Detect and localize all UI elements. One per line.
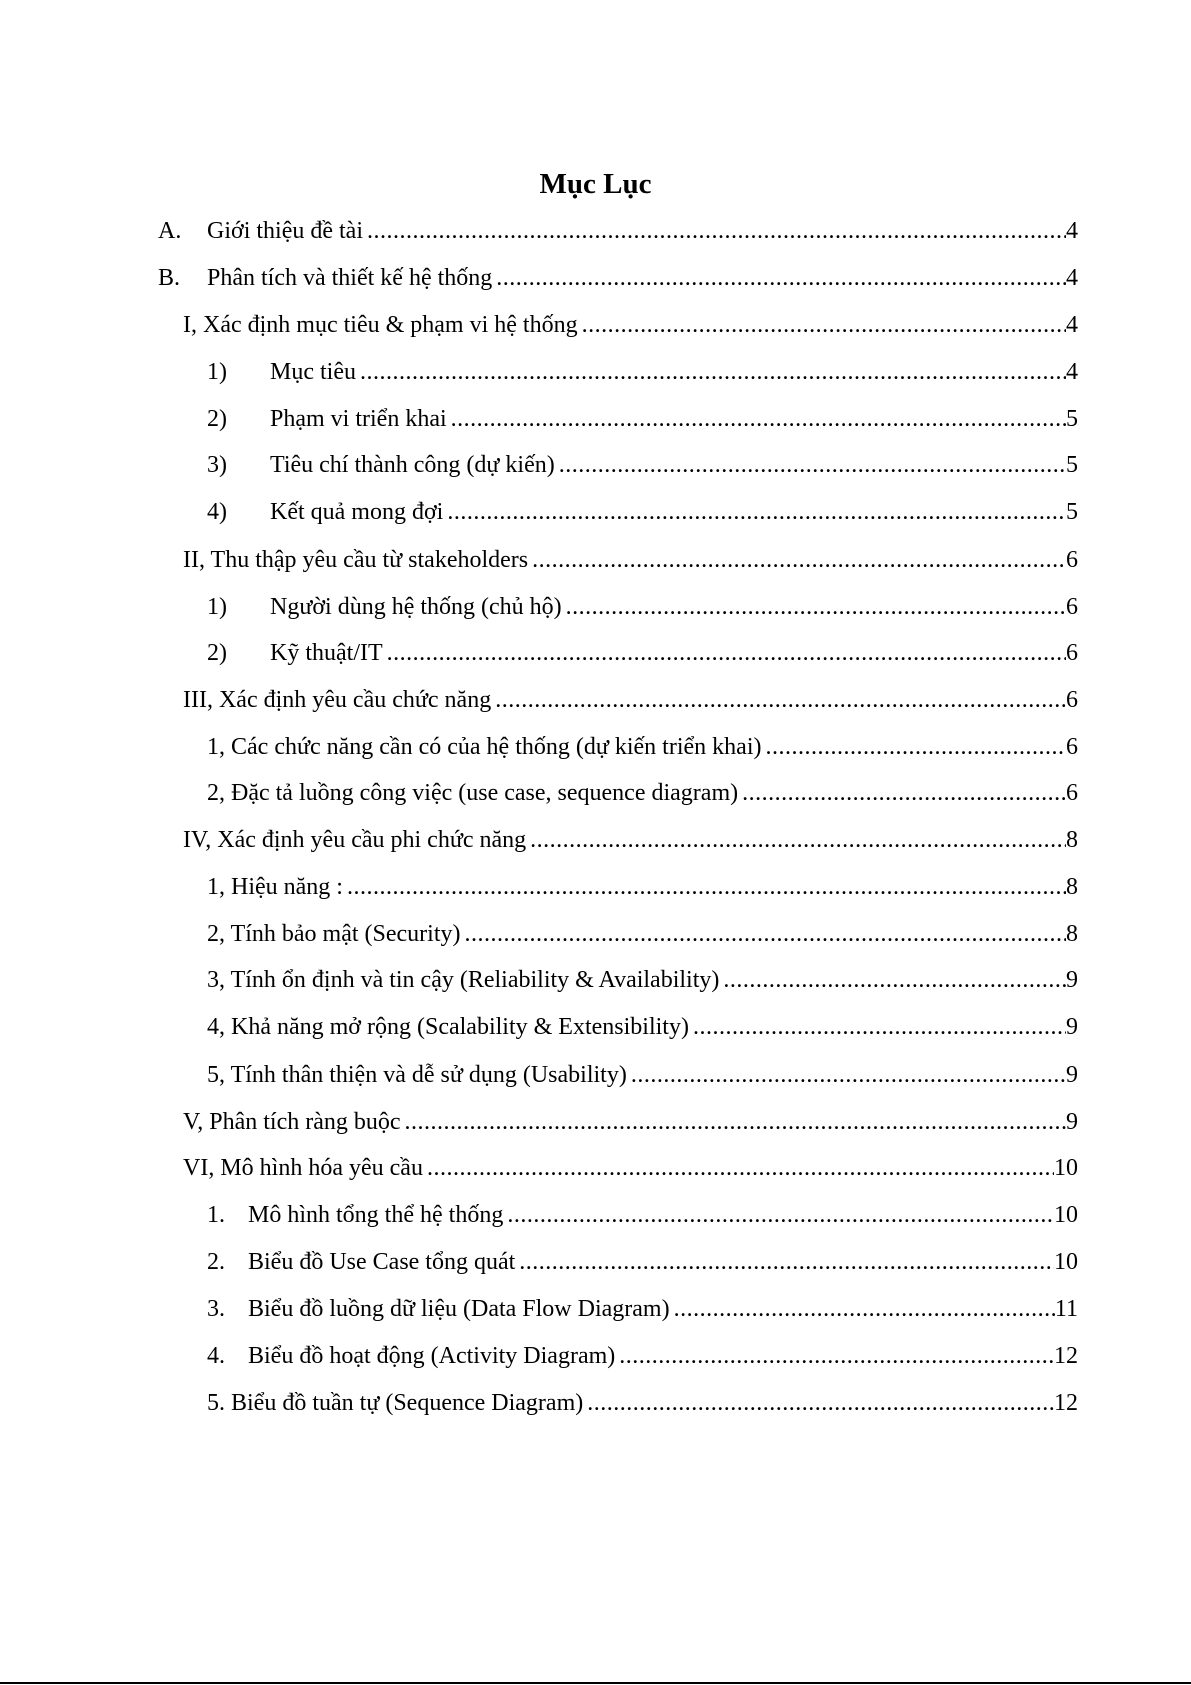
- toc-entry-label: 2, Tính bảo mật (Security): [207, 921, 461, 947]
- toc-dot-leader: [503, 1199, 1054, 1231]
- toc-entry-page-number: 10: [1054, 1155, 1078, 1181]
- toc-entry-label: Mục tiêu: [270, 359, 356, 385]
- toc-entry-page-number: 12: [1054, 1390, 1078, 1416]
- toc-entry[interactable]: [207, 496, 1078, 528]
- toc-dot-leader: [761, 731, 1066, 763]
- toc-dot-leader: [670, 1293, 1055, 1325]
- toc-entry-label: 1, Hiệu năng :: [207, 874, 343, 900]
- toc-entry-number: 2): [207, 406, 227, 432]
- toc-entry-page-number: 4: [1066, 218, 1078, 244]
- toc-entry-page-number: 8: [1066, 874, 1078, 900]
- toc-entry[interactable]: [207, 449, 1078, 481]
- toc-entry-page-number: 12: [1054, 1343, 1078, 1369]
- toc-dot-leader: [492, 262, 1066, 294]
- toc-dot-leader: [738, 777, 1066, 809]
- toc-dot-leader: [555, 449, 1066, 481]
- toc-entry-label: Tiêu chí thành công (dự kiến): [270, 452, 555, 478]
- toc-entry-label: 4, Khả năng mở rộng (Scalability & Extensibility): [207, 1014, 689, 1040]
- toc-entry[interactable]: [158, 215, 1078, 247]
- toc-entry[interactable]: [207, 1340, 1078, 1372]
- toc-entry-number: B.: [158, 265, 181, 291]
- toc-entry-page-number: 10: [1054, 1249, 1078, 1275]
- toc-entry-label: 5, Tính thân thiện và dễ sử dụng (Usability): [207, 1062, 627, 1088]
- toc-entry-page-number: 10: [1054, 1202, 1078, 1228]
- toc-dot-leader: [719, 964, 1066, 996]
- toc-entry[interactable]: [183, 309, 1078, 341]
- toc-entry-page-number: 5: [1066, 406, 1078, 432]
- toc-entry-page-number: 8: [1066, 827, 1078, 853]
- toc-entry[interactable]: [207, 1246, 1078, 1278]
- toc-entry-label: 1, Các chức năng cần có của hệ thống (dự kiến triển khai): [207, 734, 762, 760]
- toc-entry-page-number: 5: [1066, 452, 1078, 478]
- toc-entry[interactable]: [207, 777, 1078, 809]
- toc-entry-page-number: 9: [1066, 1062, 1078, 1088]
- toc-dot-leader: [528, 544, 1066, 576]
- toc-entry[interactable]: [207, 637, 1078, 669]
- toc-entry-label: IV, Xác định yêu cầu phi chức năng: [183, 827, 527, 853]
- toc-entry-label: Biểu đồ luồng dữ liệu (Data Flow Diagram): [248, 1296, 670, 1322]
- toc-entry-label: Biểu đồ hoạt động (Activity Diagram): [248, 1343, 616, 1369]
- toc-dot-leader: [443, 496, 1066, 528]
- toc-entry[interactable]: [207, 964, 1078, 996]
- toc-entry-label: VI, Mô hình hóa yêu cầu: [183, 1155, 423, 1181]
- toc-entry-label: 5. Biểu đồ tuần tự (Sequence Diagram): [207, 1390, 584, 1416]
- toc-dot-leader: [627, 1059, 1066, 1091]
- toc-entry-label: V, Phân tích ràng buộc: [183, 1109, 401, 1135]
- toc-dot-leader: [615, 1340, 1054, 1372]
- toc-dot-leader: [578, 309, 1066, 341]
- toc-entry[interactable]: [183, 1106, 1078, 1138]
- toc-dot-leader: [515, 1246, 1054, 1278]
- toc-dot-leader: [689, 1011, 1066, 1043]
- toc-entry-number: 3.: [207, 1296, 225, 1322]
- toc-entry-label: Kết quả mong đợi: [270, 499, 444, 525]
- toc-dot-leader: [491, 684, 1066, 716]
- toc-entry-number: 1.: [207, 1202, 225, 1228]
- toc-entry-number: 1): [207, 594, 227, 620]
- toc-dot-leader: [526, 824, 1066, 856]
- toc-entry[interactable]: [207, 591, 1078, 623]
- toc-dot-leader: [583, 1387, 1054, 1419]
- toc-entry[interactable]: [183, 824, 1078, 856]
- toc-entry[interactable]: [207, 1011, 1078, 1043]
- toc-entry-label: Phạm vi triển khai: [270, 406, 447, 432]
- toc-entry-page-number: 4: [1066, 265, 1078, 291]
- toc-entry-label: Biểu đồ Use Case tổng quát: [248, 1249, 516, 1275]
- toc-entry[interactable]: [207, 1199, 1078, 1231]
- toc-entry-number: A.: [158, 218, 182, 244]
- toc-entry-page-number: 11: [1054, 1296, 1078, 1322]
- toc-entry-label: III, Xác định yêu cầu chức năng: [183, 687, 492, 713]
- page-bottom-rule: [0, 1682, 1191, 1684]
- toc-entry[interactable]: [207, 731, 1078, 763]
- toc-entry-number: 4.: [207, 1343, 225, 1369]
- toc-dot-leader: [423, 1152, 1054, 1184]
- toc-entry[interactable]: [183, 544, 1078, 576]
- toc-entry-label: Người dùng hệ thống (chủ hộ): [270, 594, 562, 620]
- toc-dot-leader: [401, 1106, 1066, 1138]
- toc-entry-page-number: 4: [1066, 359, 1078, 385]
- toc-entry-page-number: 8: [1066, 921, 1078, 947]
- toc-entry[interactable]: [207, 918, 1078, 950]
- toc-entry-label: 3, Tính ổn định và tin cậy (Reliability & Availability): [207, 967, 720, 993]
- toc-entry-page-number: 9: [1066, 1109, 1078, 1135]
- toc-entry-label: Kỹ thuật/IT: [270, 640, 383, 666]
- toc-entry-label: I, Xác định mục tiêu & phạm vi hệ thống: [183, 312, 578, 338]
- toc-dot-leader: [363, 215, 1066, 247]
- toc-entry[interactable]: [183, 1152, 1078, 1184]
- toc-entry-number: 2): [207, 640, 227, 666]
- toc-entry[interactable]: [207, 871, 1078, 903]
- toc-entry-label: II, Thu thập yêu cầu từ stakeholders: [183, 547, 529, 573]
- toc-entry-page-number: 5: [1066, 499, 1078, 525]
- toc-entry-page-number: 6: [1066, 547, 1078, 573]
- toc-entry[interactable]: [183, 684, 1078, 716]
- toc-dot-leader: [343, 871, 1066, 903]
- toc-entry-number: 4): [207, 499, 227, 525]
- toc-dot-leader: [447, 403, 1066, 435]
- toc-entry-page-number: 9: [1066, 967, 1078, 993]
- toc-entry-number: 2.: [207, 1249, 225, 1275]
- toc-entry[interactable]: [207, 1293, 1078, 1325]
- toc-entry-label: 2, Đặc tả luồng công việc (use case, sequence diagram): [207, 780, 739, 806]
- toc-entry-label: Mô hình tổng thể hệ thống: [248, 1202, 504, 1228]
- toc-entry-page-number: 6: [1066, 780, 1078, 806]
- toc-entry[interactable]: [207, 1059, 1078, 1091]
- toc-entry[interactable]: [207, 1387, 1078, 1419]
- toc-dot-leader: [461, 918, 1067, 950]
- toc-entry-number: 1): [207, 359, 227, 385]
- toc-entry-page-number: 6: [1066, 594, 1078, 620]
- toc-title: Mục Lục: [539, 168, 652, 200]
- toc-entry-label: Giới thiệu đề tài: [207, 218, 363, 244]
- toc-entry[interactable]: [207, 356, 1078, 388]
- toc-dot-leader: [562, 591, 1066, 623]
- toc-entry-page-number: 9: [1066, 1014, 1078, 1040]
- toc-entry[interactable]: [207, 403, 1078, 435]
- toc-entry-label: Phân tích và thiết kế hệ thống: [207, 265, 493, 291]
- toc-entry[interactable]: [158, 262, 1078, 294]
- toc-entry-page-number: 6: [1066, 640, 1078, 666]
- toc-dot-leader: [383, 637, 1066, 669]
- toc-entry-page-number: 6: [1066, 687, 1078, 713]
- toc-entry-page-number: 6: [1066, 734, 1078, 760]
- toc-dot-leader: [356, 356, 1066, 388]
- toc-entry-number: 3): [207, 452, 227, 478]
- toc-entry-page-number: 4: [1066, 312, 1078, 338]
